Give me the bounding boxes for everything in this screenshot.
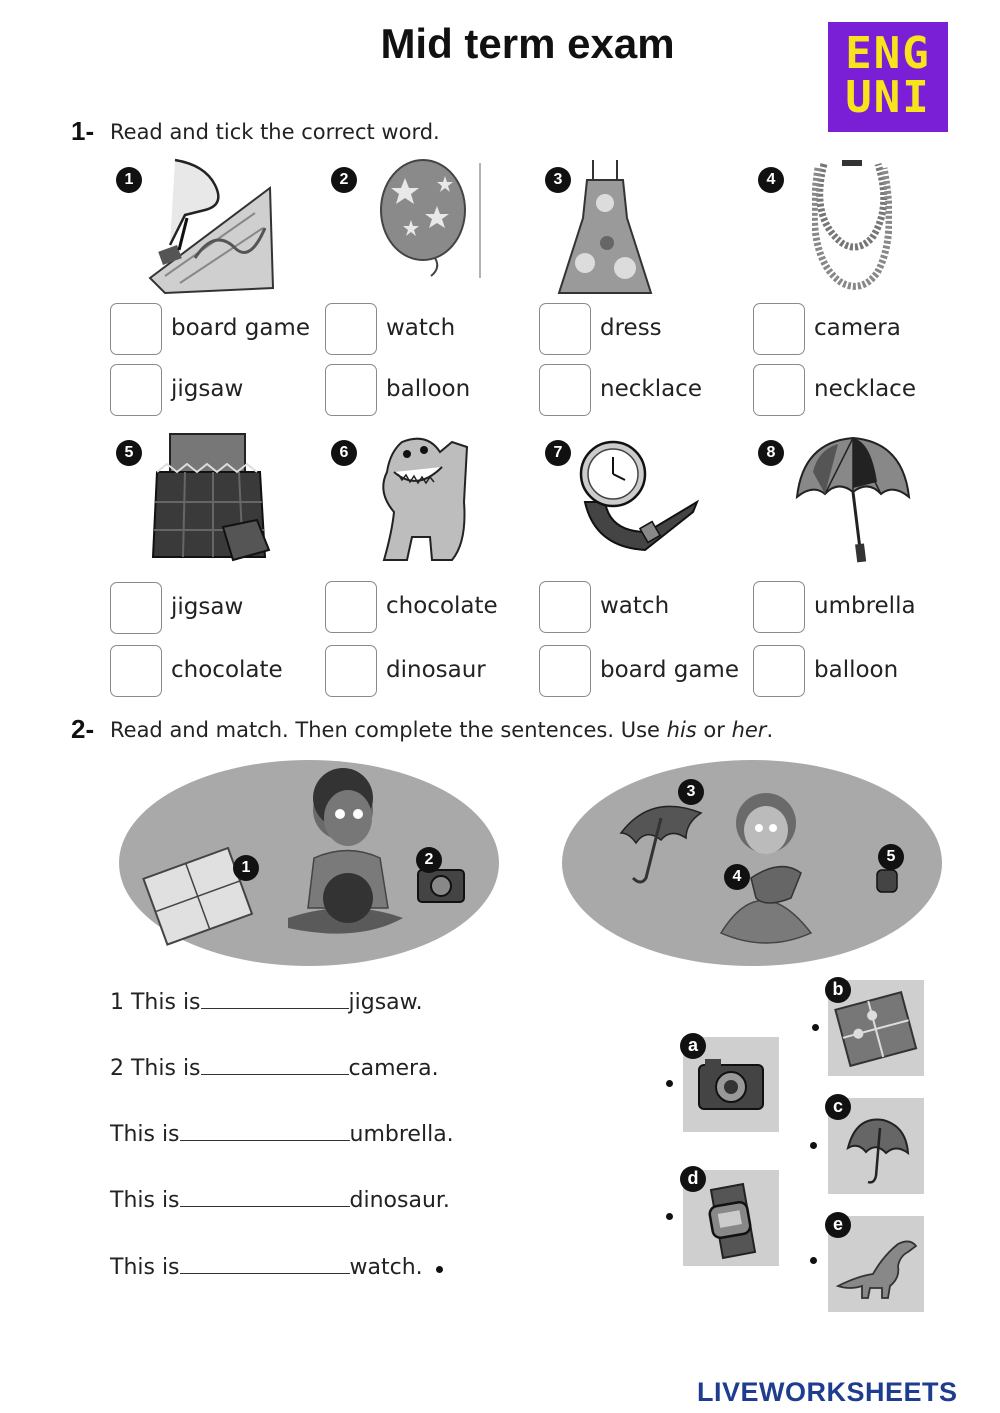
answer-blank[interactable] <box>201 988 349 1009</box>
match-dot[interactable] <box>810 1142 817 1149</box>
or-word: or <box>696 718 732 742</box>
sentence-prefix: This is <box>110 1255 180 1280</box>
instruction-text: Read and match. Then complete the sentences. Use <box>110 718 667 742</box>
scene-number: 3 <box>678 779 704 805</box>
item-number: 1 <box>116 167 142 193</box>
sentence-suffix: umbrella. <box>349 1122 454 1147</box>
option-label: watch <box>386 315 456 341</box>
sentence-suffix: watch. <box>349 1255 423 1280</box>
logo-line-1: ENG <box>845 28 931 79</box>
instruction-end: . <box>766 718 774 742</box>
scene-number: 2 <box>416 847 442 873</box>
option-label: jigsaw <box>171 594 244 620</box>
match-dot[interactable] <box>436 1266 443 1273</box>
option-label: chocolate <box>171 657 283 683</box>
boy-scene-image <box>118 758 500 968</box>
section-1-number: 1- <box>71 116 95 146</box>
sentence-suffix: camera. <box>348 1056 439 1081</box>
dress-image <box>555 158 655 296</box>
tick-box[interactable] <box>325 364 377 416</box>
match-dot[interactable] <box>810 1257 817 1264</box>
enguni-logo <box>828 22 948 132</box>
sentence-prefix: 1 This is <box>110 990 201 1015</box>
sentence-2 <box>110 1054 439 1081</box>
sentence-4 <box>110 1186 450 1213</box>
match-dot[interactable] <box>812 1024 819 1031</box>
option-label: watch <box>600 593 670 619</box>
section-2-number: 2- <box>71 714 95 744</box>
option-label: board game <box>171 315 310 341</box>
answer-blank[interactable] <box>180 1253 350 1274</box>
option-label: dress <box>600 315 662 341</box>
tick-box[interactable] <box>539 364 591 416</box>
item-number: 3 <box>545 167 571 193</box>
logo-line-2: UNI <box>845 72 931 123</box>
sentence-1 <box>110 988 423 1015</box>
sentence-5 <box>110 1253 423 1280</box>
balloon-image <box>375 158 485 283</box>
option-label: balloon <box>814 657 899 683</box>
umbrella-image <box>793 432 913 567</box>
option-label: umbrella <box>814 593 916 619</box>
item-number: 8 <box>758 440 784 466</box>
his-word: his <box>666 718 697 742</box>
tick-box[interactable] <box>110 582 162 634</box>
sentence-3 <box>110 1120 454 1147</box>
option-label: necklace <box>600 376 702 402</box>
option-label: necklace <box>814 376 916 402</box>
board-game-image <box>145 158 277 296</box>
her-word: her <box>731 718 767 742</box>
tick-box[interactable] <box>753 645 805 697</box>
answer-blank[interactable] <box>180 1186 350 1207</box>
match-dot[interactable] <box>666 1213 673 1220</box>
tick-box[interactable] <box>539 645 591 697</box>
tick-box[interactable] <box>325 303 377 355</box>
option-label: board game <box>600 657 739 683</box>
answer-blank[interactable] <box>201 1054 349 1075</box>
match-letter: d <box>680 1166 706 1192</box>
dinosaur-image <box>372 432 477 567</box>
tick-box[interactable] <box>539 581 591 633</box>
tick-box[interactable] <box>110 645 162 697</box>
chocolate-image <box>145 432 275 564</box>
tick-box[interactable] <box>110 364 162 416</box>
scene-number: 1 <box>233 855 259 881</box>
tick-box[interactable] <box>753 364 805 416</box>
match-letter: c <box>825 1094 851 1120</box>
scene-number: 4 <box>724 864 750 890</box>
option-label: balloon <box>386 376 471 402</box>
match-letter: e <box>825 1212 851 1238</box>
item-number: 5 <box>116 440 142 466</box>
liveworksheets-logo: LIVEWORKSHEETS <box>697 1377 958 1407</box>
option-label: dinosaur <box>386 657 486 683</box>
match-letter: b <box>825 977 851 1003</box>
item-number: 4 <box>758 167 784 193</box>
section-2-instruction <box>110 718 773 742</box>
sentence-suffix: jigsaw. <box>348 990 423 1015</box>
option-label: chocolate <box>386 593 498 619</box>
answer-blank[interactable] <box>180 1120 350 1141</box>
watch-image <box>575 432 700 557</box>
page-title: Mid term exam <box>380 20 675 67</box>
scene-number: 5 <box>878 844 904 870</box>
tick-box[interactable] <box>325 645 377 697</box>
sentence-prefix: This is <box>110 1122 180 1147</box>
sentence-prefix: This is <box>110 1188 180 1213</box>
item-number: 6 <box>331 440 357 466</box>
option-label: camera <box>814 315 901 341</box>
sentence-prefix: 2 This is <box>110 1056 201 1081</box>
tick-box[interactable] <box>753 303 805 355</box>
section-1-instruction: Read and tick the correct word. <box>110 120 440 144</box>
necklace-image <box>812 158 892 296</box>
option-label: jigsaw <box>171 376 244 402</box>
tick-box[interactable] <box>753 581 805 633</box>
sentence-suffix: dinosaur. <box>349 1188 450 1213</box>
item-number: 2 <box>331 167 357 193</box>
item-number: 7 <box>545 440 571 466</box>
match-dot[interactable] <box>666 1080 673 1087</box>
tick-box[interactable] <box>325 581 377 633</box>
tick-box[interactable] <box>110 303 162 355</box>
match-letter: a <box>680 1033 706 1059</box>
tick-box[interactable] <box>539 303 591 355</box>
